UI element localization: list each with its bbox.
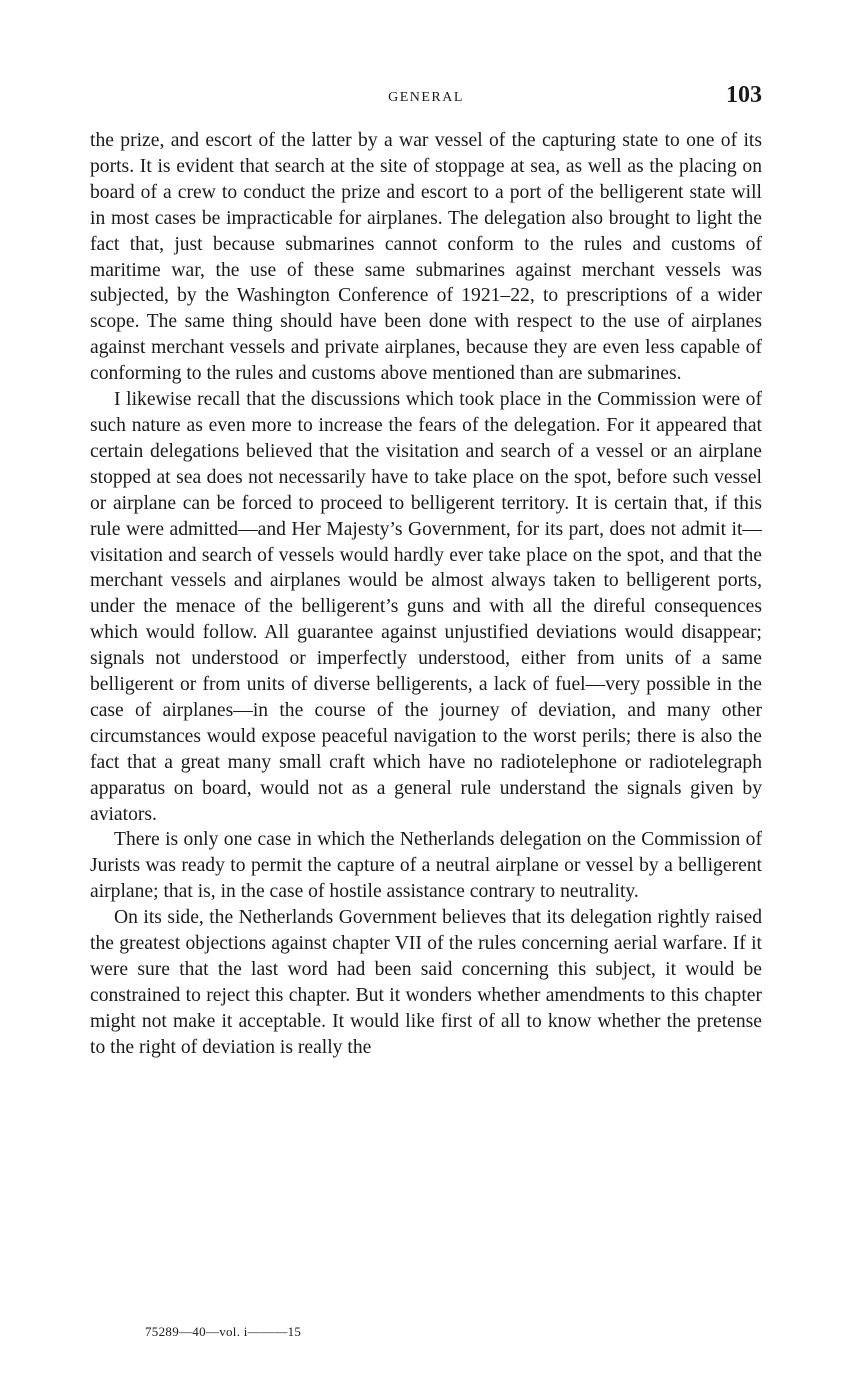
- running-title: GENERAL: [388, 90, 464, 105]
- paragraph: There is only one case in which the Netherlands delegation on the Commission of Jurists was ready to permit the capture of a neutral airplane or vessel by a belligerent airplane; that is, in the case of hostile assistance contrary to neutrality.: [90, 829, 762, 903]
- paragraph-continued: the prize, and escort of the latter by a war vessel of the capturing state to one of its ports. It is evident that search at the site of stoppage at sea, as well as the placing on board of a crew to conduct the prize and escort to a port of the belligerent state will in most cases be impracticable for airplanes. The delegation also brought to light the fact that, just because submarines cannot conform to the rules and customs of maritime war, the use of these same submarines against merchant vessels was subjected, by the Washington Conference of 1921–22, to prescriptions of a wider scope. The same thing should have been done with respect to the use of airplanes against merchant vessels and private airplanes, because they are even less capable of conforming to the rules and customs above mentioned than are submarines.: [90, 130, 762, 385]
- paragraph: On its side, the Netherlands Government believes that its delegation rightly raised the greatest objections against chapter VII of the rules concerning aerial warfare. If it were sure that the last word had been said concerning this subject, it would be constrained to reject this chapter. But it wonders whether amendments to this chapter might not make it acceptable. It would like first of all to know whether the pretense to the right of deviation is really the: [90, 907, 762, 1058]
- page-number: 103: [726, 82, 762, 108]
- running-head: [90, 82, 762, 112]
- body-text: [90, 128, 762, 1061]
- paragraph: I likewise recall that the discussions which took place in the Commission were of such nature as even more to increase the fears of the delegation. For it appeared that certain delegations believed that the visitation and search of a vessel or an airplane stopped at sea does not necessarily have to take place on the spot, before such vessel or airplane can be forced to proceed to belligerent territory. It is certain that, if this rule were admitted—and Her Majesty’s Government, for its part, does not admit it—visitation and search of vessels would hardly ever take place on the spot, and that the merchant vessels and airplanes would be almost always taken to belligerent ports, under the menace of the belligerent’s guns and with all the direful consequences which would follow. All guarantee against unjustified deviations would disappear; signals not understood or imperfectly understood, either from units of a same belligerent or from units of diverse belligerents, a lack of fuel—very possible in the case of airplanes—in the course of the journey of deviation, and many other circumstances would expose peaceful navigation to the worst perils; there is also the fact that a great many small craft which have no radiotelephone or radiotelegraph apparatus on board, would not as a general rule understand the signals given by aviators.: [90, 389, 762, 825]
- printer-signature-line: 75289—40—vol. i———15: [145, 1324, 302, 1339]
